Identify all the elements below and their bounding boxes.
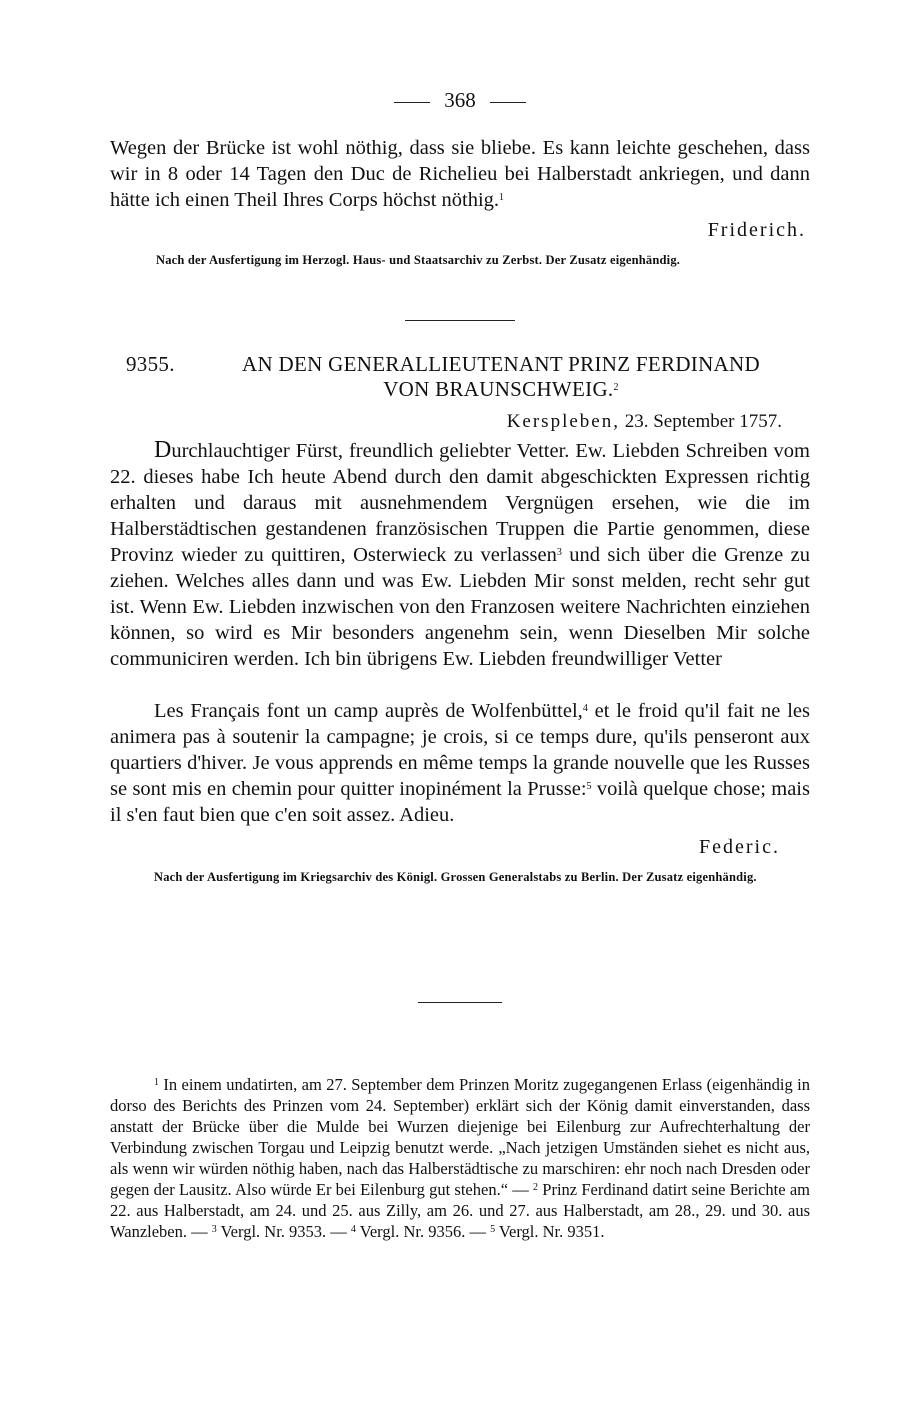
footnote-ref-5: 5 <box>586 781 592 792</box>
signature-federic: Federic. <box>699 836 780 858</box>
letter-paragraph-1: Durchlauchtiger Fürst, freundlich geliebter Vetter. Ew. Liebden Schreiben vom 22. dieses habe Ich heute Abend durch den damit abgeschickten Expressen richtig erhalten und daraus mit ausnehmendem Vergnügen ersehen, wie die im Halberstädtischen gestandenen französischen Truppen die Partie genommen, diese Provinz wieder zu quittiren, Osterwieck zu verlassen$^3$ und sich über die Grenze zu ziehen. Welches alles dann und was Ew. Liebden Mir sonst melden, recht sehr gut ist. Wenn Ew. Liebden inzwischen von den Franzosen weitere Nachrichten einziehen können, so wird es Mir besonders angenehm sein, wenn Dieselben Mir solche communiciren werden. Ich bin übrigens Ew. Liebden freundwilliger Vetter <box>110 437 810 670</box>
footnote-ref-3: 3 <box>556 547 562 558</box>
footnote-5: Vergl. Nr. 9351. <box>495 1222 605 1241</box>
footnote-ref-1: 1 <box>499 192 505 203</box>
footnote-2-mark: 2 <box>533 1182 539 1193</box>
footnote-4: Vergl. Nr. 9356. — <box>355 1222 486 1241</box>
footnote-1: In einem undatirten, am 27. September dem Prinzen Moritz zugegangenen Erlass (eigenhändig in dorso des Berichts des Prinzen vom 24. September) erklärt sich der König damit einverstanden, dass anstatt der Brücke über die Mulde bei Wurzen diejenige bei Eilenburg zur Aufrechterhaltung der Verbindung zwischen Torgau und Leipzig benutzt werde. „Nach jetzigen Umständen siehet es nicht aus, als wenn wir würden nöthig haben, nach das Halberstädtische zu marschiren: ehr noch nach Dresden oder gegen der Lausitz. Also würde Er bei Eilenburg gut stehen.“ — <box>110 1075 810 1199</box>
source-note-zerbst: Nach der Ausfertigung im Herzogl. Haus- und Staatsarchiv zu Zerbst. Der Zusatz eigenhändig. <box>156 253 681 267</box>
previous-letter-end <box>110 135 810 268</box>
header-dash-left <box>394 102 430 103</box>
source-note-berlin: Nach der Ausfertigung im Kriegsarchiv des Königl. Grossen Generalstabs zu Berlin. Der Zusatz eigenhändig. <box>154 870 757 884</box>
drop-initial: D <box>154 437 172 463</box>
letter-number: 9355. <box>126 352 175 376</box>
page-number: 368 <box>444 88 476 112</box>
footnote-3-mark: 3 <box>211 1224 217 1235</box>
footnote-text <box>110 1074 810 1242</box>
dateline <box>110 411 782 433</box>
date: 23. September 1757. <box>624 411 782 432</box>
letter-9355 <box>110 352 810 885</box>
footnote-ref-4: 4 <box>582 703 588 714</box>
footnote-3: Vergl. Nr. 9353. — <box>216 1222 347 1241</box>
place: Kerspleben, <box>506 411 620 432</box>
letter-title <box>110 352 810 402</box>
letter-title-line-2: VON BRAUNSCHWEIG.$^2$ <box>383 377 619 401</box>
footnote-1-mark: 1 <box>154 1077 159 1088</box>
header-dash-right <box>490 102 526 103</box>
signature-friderich: Friderich. <box>707 219 806 241</box>
letter-paragraph-2: Les Français font un camp auprès de Wolfenbüttel,$^4$ et le froid qu'il fait ne les animera pas à soutenir la campagne; je crois, si ce temps dure, qu'ils penseront aux quartiers d'hiver. Je vous apprends en même temps la grande nouvelle que les Russes se sont mis en chemin pour quitter inopinément la Prusse:$^5$ voilà quelque chose; mais il s'en faut bien que c'en soit assez. Adieu. <box>110 700 810 826</box>
section-divider-1 <box>110 320 810 321</box>
letter-title-line-1: AN DEN GENERALLIEUTENANT PRINZ FERDINAND <box>242 352 760 376</box>
previous-letter-text: Wegen der Brücke ist wohl nöthig, dass sie bliebe. Es kann leichte geschehen, dass wir in 8 oder 14 Tagen den Duc de Richelieu bei Halberstadt ankriegen, und dann hätte ich einen Theil Ihres Corps höchst nöthig.$^1$ <box>110 137 810 211</box>
footnote-5-mark: 5 <box>490 1224 496 1235</box>
footnote-2: Prinz Ferdinand datirt seine Berichte am 22. aus Halberstadt, am 24. und 25. aus Zilly, am 26. und 27. aus Halberstadt, am 28., 29. und 30. aus Wanzleben. — <box>110 1180 810 1241</box>
footnotes <box>110 1074 810 1242</box>
footnote-4-mark: 4 <box>350 1224 356 1235</box>
page-header <box>110 88 810 113</box>
footnote-ref-2: 2 <box>613 382 619 393</box>
section-divider-2 <box>110 1002 810 1003</box>
